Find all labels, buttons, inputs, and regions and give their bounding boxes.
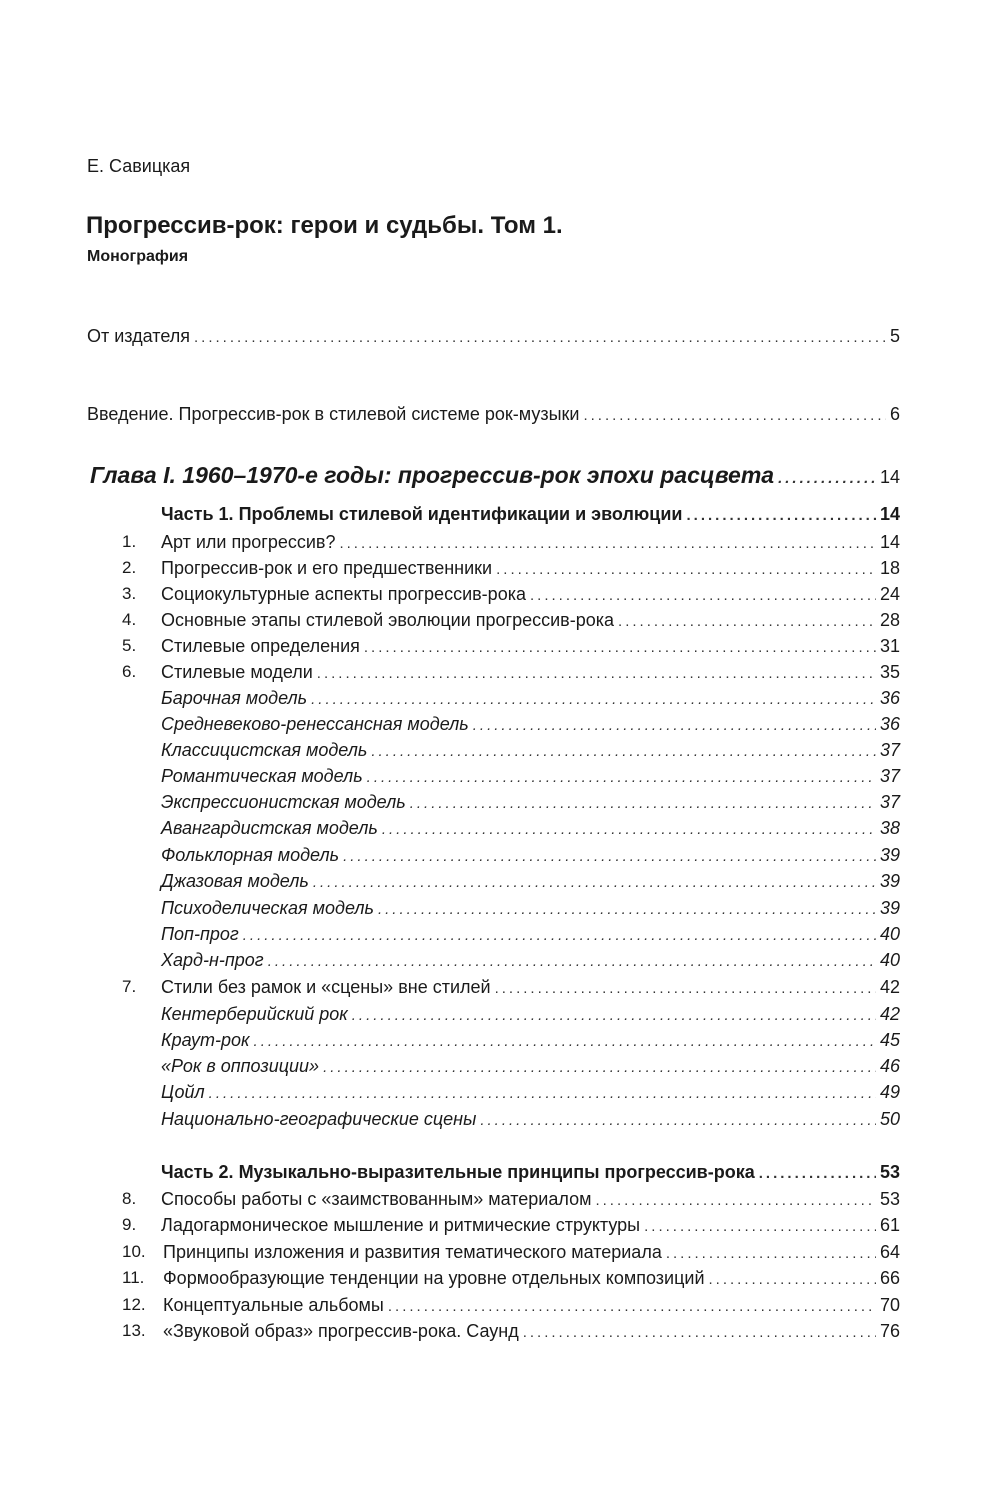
toc-entry-label: Ладогармоническое мышление и ритмические структуры bbox=[161, 1215, 641, 1235]
dot-leader bbox=[352, 1004, 876, 1028]
dot-leader bbox=[382, 818, 876, 842]
dot-leader bbox=[209, 1082, 876, 1106]
dot-leader bbox=[595, 1189, 876, 1213]
toc-entry bbox=[122, 634, 900, 660]
toc-entry bbox=[122, 582, 900, 608]
toc-entry bbox=[122, 975, 900, 1001]
toc-entry-number: 10. bbox=[122, 1242, 146, 1261]
toc-subentry-label: Поп-прог bbox=[161, 924, 239, 944]
dot-leader bbox=[480, 1109, 876, 1133]
toc-subentry bbox=[161, 712, 900, 738]
dot-leader bbox=[371, 740, 876, 764]
toc-entry bbox=[122, 1213, 900, 1239]
dot-leader bbox=[709, 1268, 876, 1292]
toc-subentry-page: 40 bbox=[879, 950, 900, 970]
toc-subentry bbox=[161, 869, 900, 895]
toc-part-label: Часть 1. Проблемы стилевой идентификации и эволюции bbox=[161, 504, 683, 524]
toc-subentry-page: 37 bbox=[879, 792, 900, 812]
toc-subentry-page: 36 bbox=[879, 688, 900, 708]
dot-leader bbox=[339, 532, 876, 556]
toc-chapter-label: Глава I. 1960–1970-е годы: прогрессив-рок эпохи расцвета bbox=[90, 462, 775, 488]
toc-subentry-label: Краут-рок bbox=[161, 1030, 250, 1050]
toc-entry-page: 42 bbox=[879, 977, 900, 997]
dot-leader bbox=[323, 1056, 876, 1080]
toc-entry-label: Концептуальные альбомы bbox=[163, 1295, 384, 1315]
toc-entry-introduction bbox=[87, 402, 900, 428]
toc-entry bbox=[122, 1293, 900, 1319]
dot-leader bbox=[583, 404, 886, 428]
dot-leader bbox=[311, 688, 876, 712]
toc-subentry-label: «Рок в оппозиции» bbox=[161, 1056, 320, 1076]
toc-entry-number: 11. bbox=[122, 1268, 145, 1287]
dot-leader bbox=[644, 1215, 876, 1239]
toc-entry bbox=[122, 556, 900, 582]
toc-entry-number: 3. bbox=[122, 584, 137, 603]
dot-leader bbox=[343, 845, 876, 869]
toc-entry-number: 5. bbox=[122, 636, 137, 655]
toc-subentry bbox=[161, 1107, 900, 1133]
toc-entry-number: 2. bbox=[122, 558, 137, 577]
toc-part-page: 14 bbox=[879, 504, 900, 524]
toc-entry bbox=[122, 1266, 900, 1292]
toc-entry-label: Принципы изложения и развития тематического материала bbox=[163, 1242, 662, 1262]
dot-leader bbox=[243, 924, 876, 948]
toc-entry-page: 35 bbox=[879, 662, 900, 682]
toc-entry-label: Стилевые определения bbox=[161, 636, 360, 656]
toc-entry-number: 7. bbox=[122, 977, 137, 996]
toc-subentry-label: Авангардистская модель bbox=[161, 818, 378, 838]
toc-subentry-page: 39 bbox=[879, 845, 900, 865]
toc-part-page: 53 bbox=[879, 1162, 900, 1182]
toc-subentry-label: Джазовая модель bbox=[161, 871, 309, 891]
toc-subentry bbox=[161, 764, 900, 790]
toc-entry bbox=[122, 1240, 900, 1266]
toc-subentry-label: Фольклорная модель bbox=[161, 845, 340, 865]
dot-leader bbox=[530, 584, 876, 608]
toc-entry-page: 28 bbox=[879, 610, 900, 630]
dot-leader bbox=[367, 766, 876, 790]
book-title: Прогрессив-рок: герои и судьбы. Том 1. bbox=[86, 212, 563, 239]
dot-leader bbox=[686, 504, 875, 528]
dot-leader bbox=[378, 898, 876, 922]
dot-leader bbox=[473, 714, 876, 738]
dot-leader bbox=[313, 871, 876, 895]
toc-subentry-label: Барочная модель bbox=[161, 688, 308, 708]
toc-subentry-page: 38 bbox=[879, 818, 900, 838]
toc-subentry-page: 45 bbox=[879, 1030, 900, 1050]
toc-entry bbox=[122, 1319, 900, 1345]
toc-subentry-page: 46 bbox=[879, 1056, 900, 1076]
toc-entry-page: 5 bbox=[889, 326, 900, 346]
dot-leader bbox=[254, 1030, 876, 1054]
toc-subentry bbox=[161, 1028, 900, 1054]
toc-subentry bbox=[161, 948, 900, 974]
toc-entry bbox=[122, 530, 900, 556]
toc-entry bbox=[122, 1187, 900, 1213]
toc-part-label: Часть 2. Музыкально-выразительные принципы прогрессив-рока bbox=[161, 1162, 755, 1182]
toc-entry-label: Социокультурные аспекты прогрессив-рока bbox=[161, 584, 526, 604]
toc-entry-label: Стилевые модели bbox=[161, 662, 313, 682]
toc-entry bbox=[122, 608, 900, 634]
toc-entry-label: Формообразующие тенденции на уровне отдельных композиций bbox=[163, 1268, 705, 1288]
toc-entry-label: Стили без рамок и «сцены» вне стилей bbox=[161, 977, 491, 997]
toc-subentry bbox=[161, 1002, 900, 1028]
toc-entry-page: 18 bbox=[879, 558, 900, 578]
toc-subentry bbox=[161, 922, 900, 948]
dot-leader bbox=[388, 1295, 876, 1319]
toc-subentry-label: Классицистская модель bbox=[161, 740, 368, 760]
toc-subentry-label: Экспрессионистская модель bbox=[161, 792, 406, 812]
toc-entry-label: От издателя bbox=[87, 326, 190, 346]
toc-entry-number: 12. bbox=[122, 1295, 146, 1314]
toc-entry bbox=[122, 660, 900, 686]
toc-subentry-page: 37 bbox=[879, 766, 900, 786]
dot-leader bbox=[364, 636, 876, 660]
toc-subentry-page: 39 bbox=[879, 898, 900, 918]
toc-subentry bbox=[161, 738, 900, 764]
toc-entry-page: 14 bbox=[879, 532, 900, 552]
dot-leader bbox=[759, 1162, 876, 1186]
dot-leader bbox=[317, 662, 876, 686]
toc-subentry bbox=[161, 896, 900, 922]
toc-subentry bbox=[161, 816, 900, 842]
toc-chapter-1 bbox=[90, 463, 900, 491]
toc-subentry-label: Национально-географические сцены bbox=[161, 1109, 477, 1129]
toc-subentry bbox=[161, 1054, 900, 1080]
toc-subentry bbox=[161, 790, 900, 816]
dot-leader bbox=[268, 950, 876, 974]
toc-subentry-label: Кентерберийский рок bbox=[161, 1004, 348, 1024]
dot-leader bbox=[495, 977, 876, 1001]
dot-leader bbox=[194, 326, 886, 350]
toc-chapter-page: 14 bbox=[879, 467, 900, 487]
toc-subentry-label: Психоделическая модель bbox=[161, 898, 374, 918]
toc-entry-label: Способы работы с «заимствованным» материалом bbox=[161, 1189, 592, 1209]
toc-entry-number: 6. bbox=[122, 662, 137, 681]
toc-entry-number: 1. bbox=[122, 532, 137, 551]
toc-entry-number: 13. bbox=[122, 1321, 146, 1340]
toc-entry-page: 31 bbox=[879, 636, 900, 656]
toc-subentry bbox=[161, 843, 900, 869]
toc-entry-page: 64 bbox=[879, 1242, 900, 1262]
book-subtitle: Монография bbox=[87, 248, 189, 265]
dot-leader bbox=[618, 610, 876, 634]
toc-subentry-page: 39 bbox=[879, 871, 900, 891]
toc-entry-number: 4. bbox=[122, 610, 137, 629]
toc-subentry-page: 49 bbox=[879, 1082, 900, 1102]
toc-subentry-label: Средневеково-ренессансная модель bbox=[161, 714, 469, 734]
toc-subentry-label: Хард-н-прог bbox=[161, 950, 264, 970]
toc-entry-page: 6 bbox=[889, 404, 900, 424]
toc-entry-page: 70 bbox=[879, 1295, 900, 1315]
toc-entry-label: Основные этапы стилевой эволюции прогрессив-рока bbox=[161, 610, 615, 630]
toc-entry-label: Арт или прогрессив? bbox=[161, 532, 336, 552]
toc-entry-number: 9. bbox=[122, 1215, 137, 1234]
toc-part-2 bbox=[161, 1160, 900, 1186]
toc-subentry-page: 40 bbox=[879, 924, 900, 944]
toc-entry-page: 76 bbox=[879, 1321, 900, 1341]
author-name: Е. Савицкая bbox=[87, 156, 191, 176]
toc-subentry bbox=[161, 1080, 900, 1106]
toc-entry-publisher bbox=[87, 324, 900, 350]
toc-entry-number: 8. bbox=[122, 1189, 137, 1208]
toc-subentry-page: 36 bbox=[879, 714, 900, 734]
toc-entry-label: Введение. Прогрессив-рок в стилевой системе рок-музыки bbox=[87, 404, 580, 424]
toc-entry-page: 61 bbox=[879, 1215, 900, 1235]
toc-subentry-page: 42 bbox=[879, 1004, 900, 1024]
toc-subentry bbox=[161, 686, 900, 712]
toc-entry-label: «Звуковой образ» прогрессив-рока. Саунд bbox=[163, 1321, 519, 1341]
toc-entry-page: 66 bbox=[879, 1268, 900, 1288]
toc-entry-label: Прогрессив-рок и его предшественники bbox=[161, 558, 493, 578]
dot-leader bbox=[666, 1242, 876, 1266]
dot-leader bbox=[496, 558, 876, 582]
dot-leader bbox=[523, 1321, 876, 1345]
toc-subentry-label: Цойл bbox=[161, 1082, 205, 1102]
toc-subentry-page: 50 bbox=[879, 1109, 900, 1129]
toc-part-1 bbox=[161, 502, 900, 528]
toc-entry-page: 24 bbox=[879, 584, 900, 604]
toc-subentry-page: 37 bbox=[879, 740, 900, 760]
toc-subentry-label: Романтическая модель bbox=[161, 766, 363, 786]
dot-leader bbox=[410, 792, 876, 816]
toc-entry-page: 53 bbox=[879, 1189, 900, 1209]
dot-leader bbox=[778, 467, 876, 491]
